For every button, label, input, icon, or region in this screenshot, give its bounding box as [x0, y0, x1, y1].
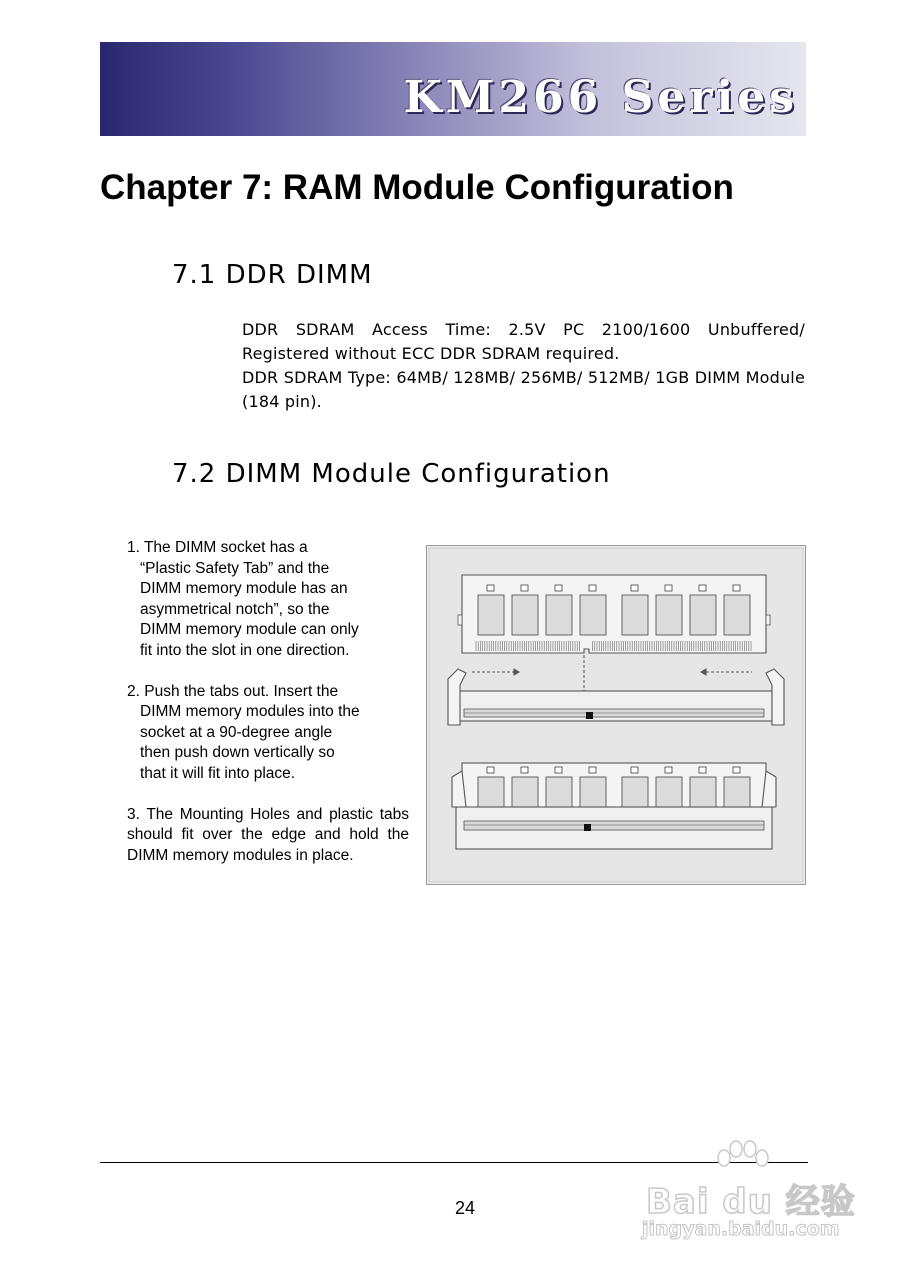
memory-chip	[690, 595, 716, 635]
memory-chip	[724, 595, 750, 635]
header-banner	[100, 42, 806, 136]
chip-dot	[555, 585, 562, 591]
chip-dot	[699, 585, 706, 591]
spec-access-time: DDR SDRAM Access Time: 2.5V PC 2100/1600 Unbuffered/ Registered without ECC DDR SDRAM required.	[242, 320, 805, 363]
step-line: 1. The DIMM socket has a	[127, 539, 308, 556]
memory-chip	[622, 595, 648, 635]
step-3: 3. The Mounting Holes and plastic tabs should fit over the edge and hold the DIMM memory modules in place.	[127, 805, 409, 864]
dimm-module-upper	[458, 575, 770, 653]
memory-chip	[580, 595, 606, 635]
step-2	[127, 682, 409, 785]
memory-chip	[656, 595, 682, 635]
chapter-title: Chapter 7: RAM Module Configuration	[100, 168, 734, 207]
chip-dot	[589, 585, 596, 591]
installation-steps	[127, 538, 409, 887]
chip-dot	[733, 767, 740, 773]
step-line: DIMM memory module has an	[140, 580, 348, 597]
step-1	[127, 538, 409, 661]
memory-chip	[478, 595, 504, 635]
dimm-installation-diagram	[426, 545, 806, 885]
chip-dot	[487, 585, 494, 591]
step-line: that it will fit into place.	[140, 764, 296, 782]
step-line: asymmetrical notch”, so the	[140, 600, 330, 618]
banner-title: KM266 Series	[403, 72, 798, 123]
section-title-ddr-dimm: 7.1 DDR DIMM	[172, 260, 373, 290]
chip-dot	[487, 767, 494, 773]
spec-module-type: DDR SDRAM Type: 64MB/ 128MB/ 256MB/ 512MB/ 1GB DIMM Module (184 pin).	[242, 368, 805, 411]
chip-dot	[555, 767, 562, 773]
chip-dot	[521, 767, 528, 773]
step-line: “Plastic Safety Tab” and the	[140, 559, 330, 577]
chip-dot	[733, 585, 740, 591]
step-line: socket at a 90-degree angle	[140, 723, 333, 741]
step-line: then push down vertically so	[140, 744, 335, 761]
memory-chip	[546, 595, 572, 635]
chip-dot	[521, 585, 528, 591]
chip-dot	[665, 585, 672, 591]
chip-dot	[589, 767, 596, 773]
memory-chip	[512, 595, 538, 635]
chip-dot	[631, 767, 638, 773]
step-line: DIMM memory module can only	[140, 621, 359, 638]
step-line: 2. Push the tabs out. Insert the	[127, 682, 339, 700]
baidu-jingyan-watermark	[640, 1140, 860, 1250]
chip-dot	[665, 767, 672, 773]
section-title-dimm-config: 7.2 DIMM Module Configuration	[172, 459, 611, 489]
step-line: fit into the slot in one direction.	[140, 641, 350, 659]
watermark-url: jingyan.baidu.com	[642, 1218, 840, 1240]
watermark-logo: Bai du 经验	[646, 1182, 856, 1222]
ddr-spec-text	[242, 318, 805, 414]
chip-dot	[631, 585, 638, 591]
step-line: DIMM memory modules into the	[140, 703, 360, 720]
chip-dot	[699, 767, 706, 773]
page-number: 24	[454, 1198, 476, 1218]
